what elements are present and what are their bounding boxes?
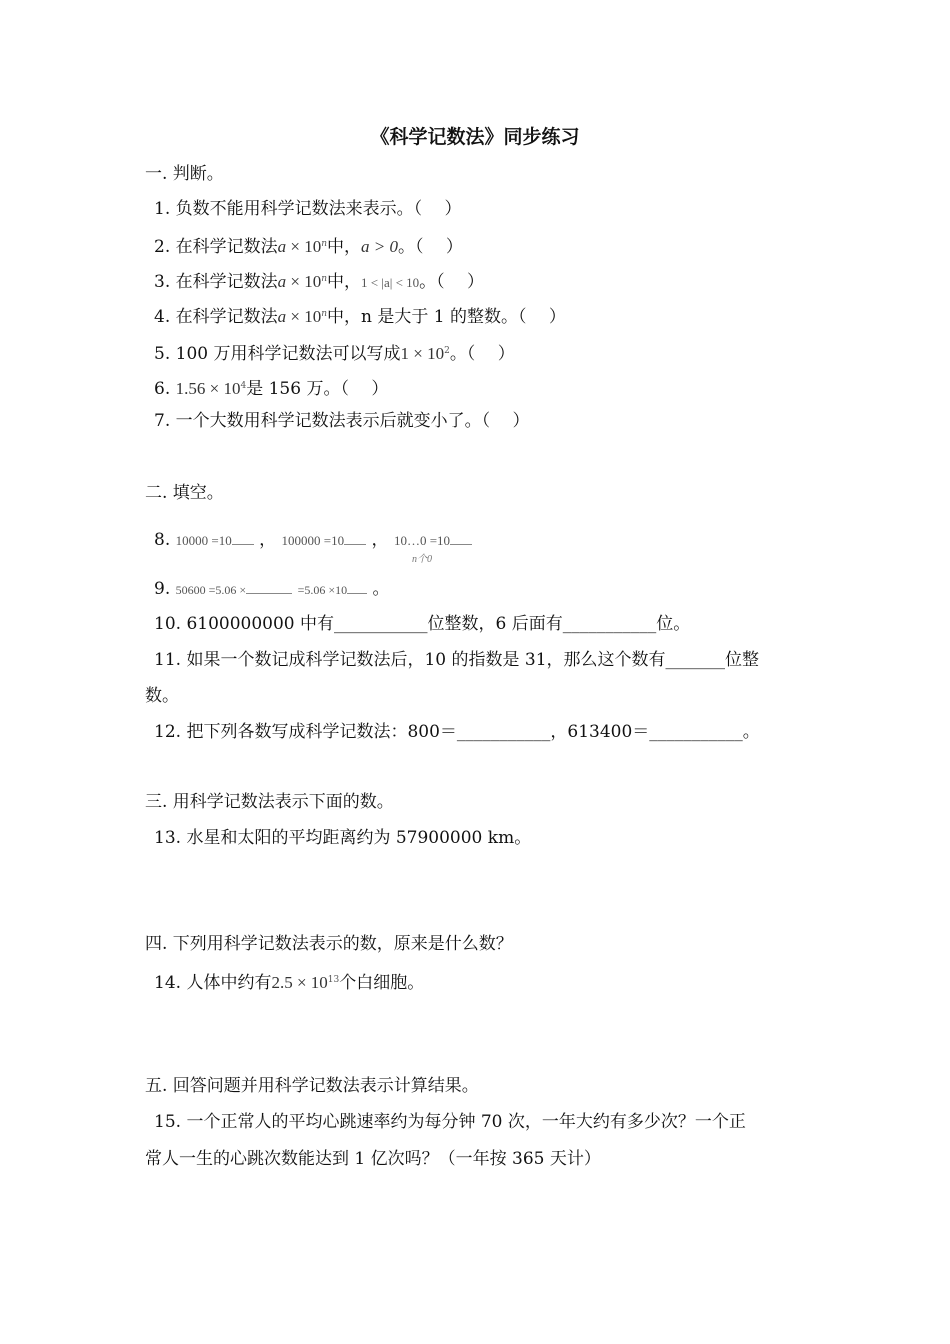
condition-a-positive: a > 0: [361, 237, 398, 256]
formula-1.56x10-4: 1.56 × 10: [175, 379, 241, 398]
formula-2.5x10-13: 2.5 × 10: [271, 973, 328, 992]
formula-1x10-2: 1 × 10: [400, 344, 445, 363]
n-zeros-label: n个0: [412, 554, 432, 565]
section-4-heading: 四. 下列用科学记数法表示的数，原来是什么数？: [145, 934, 513, 954]
formula-5.06x10: =5.06 ×10: [297, 583, 348, 597]
section-1-heading: 一. 判断。: [145, 164, 224, 184]
exponent-blank[interactable]: [450, 534, 472, 545]
formula-sci-notation: $a \times 10^n$: [277, 307, 328, 326]
question-3: 3. 在科学记数法$a \times 10^n$中，1 < |a| < 10。（ ）: [154, 272, 485, 292]
formula-sci-notation: $a \times 10^n$: [277, 272, 328, 291]
section-5-heading: 五. 回答问题并用科学记数法表示计算结果。: [145, 1076, 479, 1096]
formula-50600: 50600 =5.06 ×: [175, 583, 247, 597]
exponent-blank[interactable]: [344, 534, 366, 545]
question-2: 2. 在科学记数法$a \times 10^n$中，a > 0。（ ）: [154, 237, 463, 257]
question-1: 1. 负数不能用科学记数法来表示。（ ）: [154, 199, 462, 219]
question-2-prefix: 2. 在科学记数法: [154, 237, 278, 257]
section-2-heading: 二. 填空。: [145, 483, 224, 503]
page-title: 《科学记数法》同步练习: [370, 126, 580, 148]
question-11-line-1: 11. 如果一个数记成科学记数法后，10 的指数是 31，那么这个数有_______位整: [154, 650, 760, 670]
section-3-heading: 三. 用科学记数法表示下面的数。: [145, 792, 394, 812]
exponent-blank[interactable]: [347, 583, 367, 594]
formula-sci-notation: $a \times 10^n$: [277, 237, 328, 256]
question-15-line-2: 常人一生的心跳次数能达到 1 亿次吗？（一年按 365 天计）: [145, 1149, 601, 1169]
condition-abs-a-range: 1 < |a| < 10: [361, 275, 420, 290]
question-12: 12. 把下列各数写成科学记数法：800＝___________，613400＝___________。: [154, 722, 760, 742]
exponent-blank[interactable]: [232, 534, 254, 545]
question-6: 6. $1.56 \times 10^4$是 156 万。（ ）: [154, 379, 389, 399]
question-7: 7. 一个大数用科学记数法表示后就变小了。（ ）: [154, 411, 530, 431]
question-11-line-2: 数。: [145, 686, 179, 706]
question-10: 10. 6100000000 中有___________位整数，6 后面有___________位。: [154, 614, 691, 634]
question-4: 4. 在科学记数法$a \times 10^n$中，n 是大于 1 的整数。（ ）: [154, 307, 566, 327]
question-5: 5. 100 万用科学记数法可以写成$1 \times 10^2$。（ ）: [154, 344, 515, 364]
question-15-line-1: 15. 一个正常人的平均心跳速率约为每分钟 70 次，一年大约有多少次？一个正: [154, 1112, 746, 1132]
answer-blank[interactable]: [246, 583, 292, 594]
formula-10-n-zeros: 10…0 =10: [393, 533, 451, 548]
question-9: 9. 50600 =5.06 × =5.06 ×10 。: [154, 579, 390, 599]
question-14: 14. 人体中约有$2.5 \times 10^{13}$个白细胞。: [154, 973, 425, 993]
question-13: 13. 水星和太阳的平均距离约为 57900000 km。: [154, 828, 532, 848]
question-8: 8. 10000 =10 ， 100000 =10 ， 10…0 =10: [154, 528, 472, 553]
formula-100000: 100000 =10: [281, 533, 345, 548]
formula-10000: 10000 =10: [175, 533, 232, 548]
